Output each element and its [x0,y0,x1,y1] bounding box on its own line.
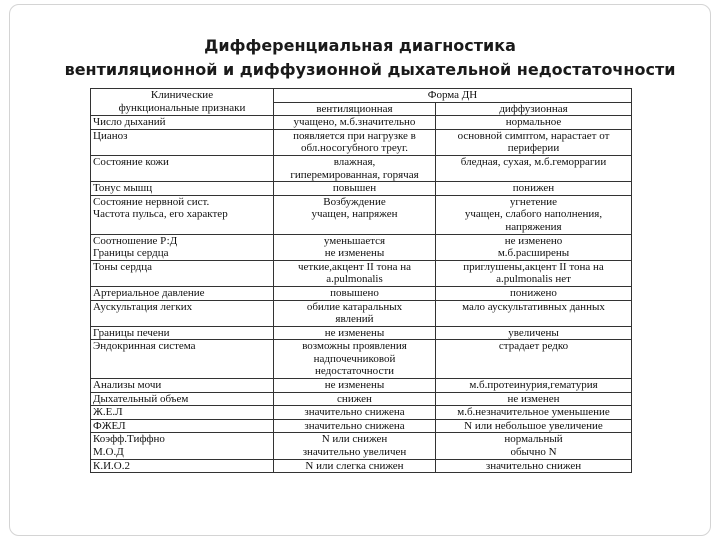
diffusion-cell: N или небольшое увеличение [436,419,632,433]
diffusion-cell: бледная, сухая, м.б.геморрагии [436,155,632,181]
table-row [91,195,632,234]
feature-cell: Соотношение Р:Д Границы сердца [91,234,274,260]
feature-cell: Дыхательный объем [91,392,274,406]
ventilation-cell: не изменены [274,326,436,340]
ventilation-cell: влажная, гиперемированная, горячая [274,155,436,181]
feature-cell: Тонус мышц [91,182,274,196]
diffusion-cell: приглушены,акцент II тона на a.pulmonalis нет [436,260,632,286]
diagnosis-table-container [90,88,631,473]
feature-cell: Коэфф.Тиффно М.О.Д [91,433,274,459]
ventilation-cell: уменьшается не изменены [274,234,436,260]
table-row [91,406,632,420]
ventilation-cell: значительно снижена [274,419,436,433]
feature-cell: Цианоз [91,129,274,155]
table-row [91,286,632,300]
table-row [91,392,632,406]
table-row [91,433,632,459]
ventilation-cell: возможны проявления надпочечниковой недостаточности [274,340,436,379]
feature-cell: Аускультация легких [91,300,274,326]
diffusion-cell: нормальное [436,116,632,130]
feature-cell: К.И.О.2 [91,459,274,473]
table-row [91,182,632,196]
table-row [91,379,632,393]
table-row [91,129,632,155]
diffusion-cell: не изменен [436,392,632,406]
feature-cell: ФЖЕЛ [91,419,274,433]
feature-cell: Анализы мочи [91,379,274,393]
ventilation-cell: повышено [274,286,436,300]
feature-cell: Границы печени [91,326,274,340]
feature-cell: Тоны сердца [91,260,274,286]
diffusion-cell: м.б.незначительное уменьшение [436,406,632,420]
ventilation-cell: четкие,акцент II тона на a.pulmonalis [274,260,436,286]
table-row [91,340,632,379]
diffusion-cell: страдает редко [436,340,632,379]
diffusion-cell: угнетение учащен, слабого наполнения, напряжения [436,195,632,234]
diagnosis-table [90,88,632,473]
diffusion-cell: не изменено м.б.расширены [436,234,632,260]
ventilation-cell: N или слегка снижен [274,459,436,473]
ventilation-cell: N или снижен значительно увеличен [274,433,436,459]
table-row [91,326,632,340]
feature-cell: Состояние нервной сист. Частота пульса, его характер [91,195,274,234]
ventilation-cell: учащено, м.б.значительно [274,116,436,130]
table-row [91,260,632,286]
header-ventilation: вентиляционная [274,102,436,116]
slide-title-line1: Дифференциальная диагностика [204,36,516,55]
slide-title-line2: вентиляционной и диффузионной дыхательной недостаточности [64,60,676,79]
table-header-row [91,89,632,103]
table-row [91,459,632,473]
diffusion-cell: понижен [436,182,632,196]
diffusion-cell: основной симптом, нарастает от периферии [436,129,632,155]
ventilation-cell: снижен [274,392,436,406]
diffusion-cell: нормальный обычно N [436,433,632,459]
table-row [91,116,632,130]
ventilation-cell: не изменены [274,379,436,393]
table-row [91,419,632,433]
feature-cell: Число дыханий [91,116,274,130]
table-row [91,234,632,260]
ventilation-cell: значительно снижена [274,406,436,420]
table-row [91,155,632,181]
feature-cell: Состояние кожи [91,155,274,181]
header-features: Клинические функциональные признаки [91,89,274,116]
diffusion-cell: мало аускультативных данных [436,300,632,326]
diffusion-cell: значительно снижен [436,459,632,473]
header-dn-form: Форма ДН [274,89,632,103]
table-row [91,300,632,326]
feature-cell: Эндокринная система [91,340,274,379]
ventilation-cell: обилие катаральных явлений [274,300,436,326]
ventilation-cell: появляется при нагрузке в обл.носогубного треуг. [274,129,436,155]
diffusion-cell: м.б.протеинурия,гематурия [436,379,632,393]
feature-cell: Ж.Е.Л [91,406,274,420]
ventilation-cell: Возбуждение учащен, напряжен [274,195,436,234]
ventilation-cell: повышен [274,182,436,196]
header-diffusion: диффузионная [436,102,632,116]
diffusion-cell: понижено [436,286,632,300]
diffusion-cell: увеличены [436,326,632,340]
feature-cell: Артериальное давление [91,286,274,300]
